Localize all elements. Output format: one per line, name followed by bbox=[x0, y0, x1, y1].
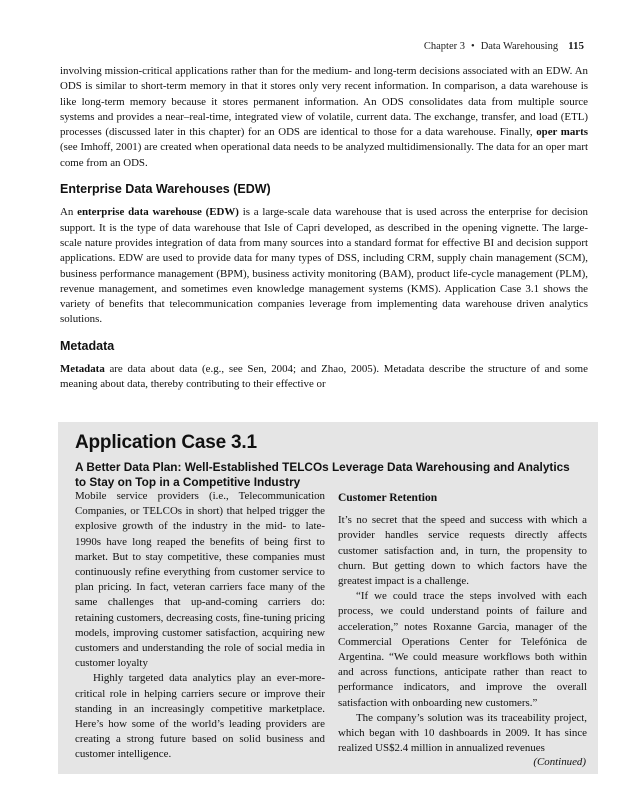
continued-label: (Continued) bbox=[533, 756, 586, 768]
running-head bbox=[424, 40, 584, 52]
term-metadata: Metadata bbox=[60, 363, 105, 376]
edw-paragraph bbox=[60, 205, 588, 327]
case-left-column bbox=[75, 489, 325, 763]
edw-text-b: is a large-scale data warehouse that is used across the enterprise for decision support. It is the type of data warehouse that Isle of Capri developed, as described in the opening vignette. The large-scale nature provides integration of data from many sources into a standard format for effective BI and decision support applications. EDW are used to provide data for many types of DSS, including CRM, supply chain management (SCM), business performance management (BPM), business activity monitoring (BAM), product life-cycle management (PLM), revenue management, and sometimes even knowledge management systems (KMS). Application Case 3.1 shows the variety of benefits that telecommunication companies leverage from implementing data warehouse driven analytics solutions. bbox=[60, 206, 588, 326]
application-case-box bbox=[58, 422, 598, 774]
page-number: 115 bbox=[568, 40, 584, 52]
metadata-paragraph bbox=[60, 362, 588, 393]
term-edw: enterprise data warehouse (EDW) bbox=[77, 206, 239, 219]
case-left-paragraph-1: Mobile service providers (i.e., Telecommunication Companies, or TELCOs in short) that helped trigger the explosive growth of the industry in the mid- to late-1990s have long reaped the benefits of being first to market. But to stay competitive, these companies must continuously refine everything from customer service to plan pricing. In fact, veteran carriers face many of the same challenges that up-and-coming carriers do: retaining customers, decreasing costs, fine-tuning pricing models, improving customer satisfaction, acquiring new customers and understanding the role of social media in customer loyalty bbox=[75, 490, 325, 670]
customer-retention-heading: Customer Retention bbox=[338, 492, 438, 504]
case-title: Application Case 3.1 bbox=[75, 432, 257, 453]
intro-paragraph bbox=[60, 64, 588, 171]
header-separator: • bbox=[471, 41, 475, 52]
case-right-paragraph-3: The company’s solution was its traceability project, which began with 10 dashboards in 2009. It has since realized US$2.4 million in annualized revenues bbox=[338, 711, 587, 755]
term-oper-marts: oper marts bbox=[536, 126, 588, 139]
intro-text-b: (see Imhoff, 2001) are created when operational data needs to be analyzed multidimensionally. The data for an oper mart come from an ODS. bbox=[60, 141, 588, 169]
edw-heading: Enterprise Data Warehouses (EDW) bbox=[60, 182, 271, 197]
case-subtitle: A Better Data Plan: Well-Established TELCOs Leverage Data Warehousing and Analytics to Stay on Top in a Competitive Industry bbox=[75, 460, 570, 489]
case-right-column bbox=[338, 489, 587, 756]
edw-text-a: An bbox=[60, 206, 78, 219]
metadata-text: are data about data (e.g., see Sen, 2004; and Zhao, 2005). Metadata describe the structure of and some meaning about data, thereby contributing to their effective or bbox=[60, 363, 588, 391]
case-left-paragraph-2: Highly targeted data analytics play an ever-more-critical role in helping carriers secure or improve their standing in an increasingly competitive marketplace. Here’s how some of the world’s leading providers are creating a strong future based on solid business and customer intelligence. bbox=[75, 672, 325, 761]
metadata-heading: Metadata bbox=[60, 338, 115, 353]
intro-text-a: involving mission-critical applications rather than for the medium- and long-term decisions associated with an EDW. An ODS is similar to short-term memory in that it stores only very recent information. In comparison, a data warehouse is like long-term memory because it stores permanent information. An ODS consolidates data from multiple source systems and provides a near–real-time, integrated view of volatile, current data. The exchange, transfer, and load (ETL) processes (discussed later in this chapter) for an ODS are identical to those for a data warehouse. Finally, bbox=[60, 65, 588, 139]
case-right-paragraph-2: “If we could trace the steps involved with each process, we could understand points of failure and acceleration,” notes Roxanne Garcia, manager of the Commercial Operations Center for Telefónica de Argentina. “We could measure workflows both within and across functions, anticipate rather than react to performance indicators, and improve the overall satisfaction with onboarding new customers.” bbox=[338, 590, 587, 709]
section-label: Data Warehousing bbox=[480, 41, 559, 52]
main-body bbox=[60, 64, 588, 393]
chapter-label: Chapter 3 bbox=[423, 41, 465, 52]
case-right-paragraph-1: It’s no secret that the speed and success with which a provider handles service requests directly affects customer satisfaction and, in turn, the propensity to churn. But getting down to which factors have the greatest impact is a challenge. bbox=[338, 514, 587, 588]
